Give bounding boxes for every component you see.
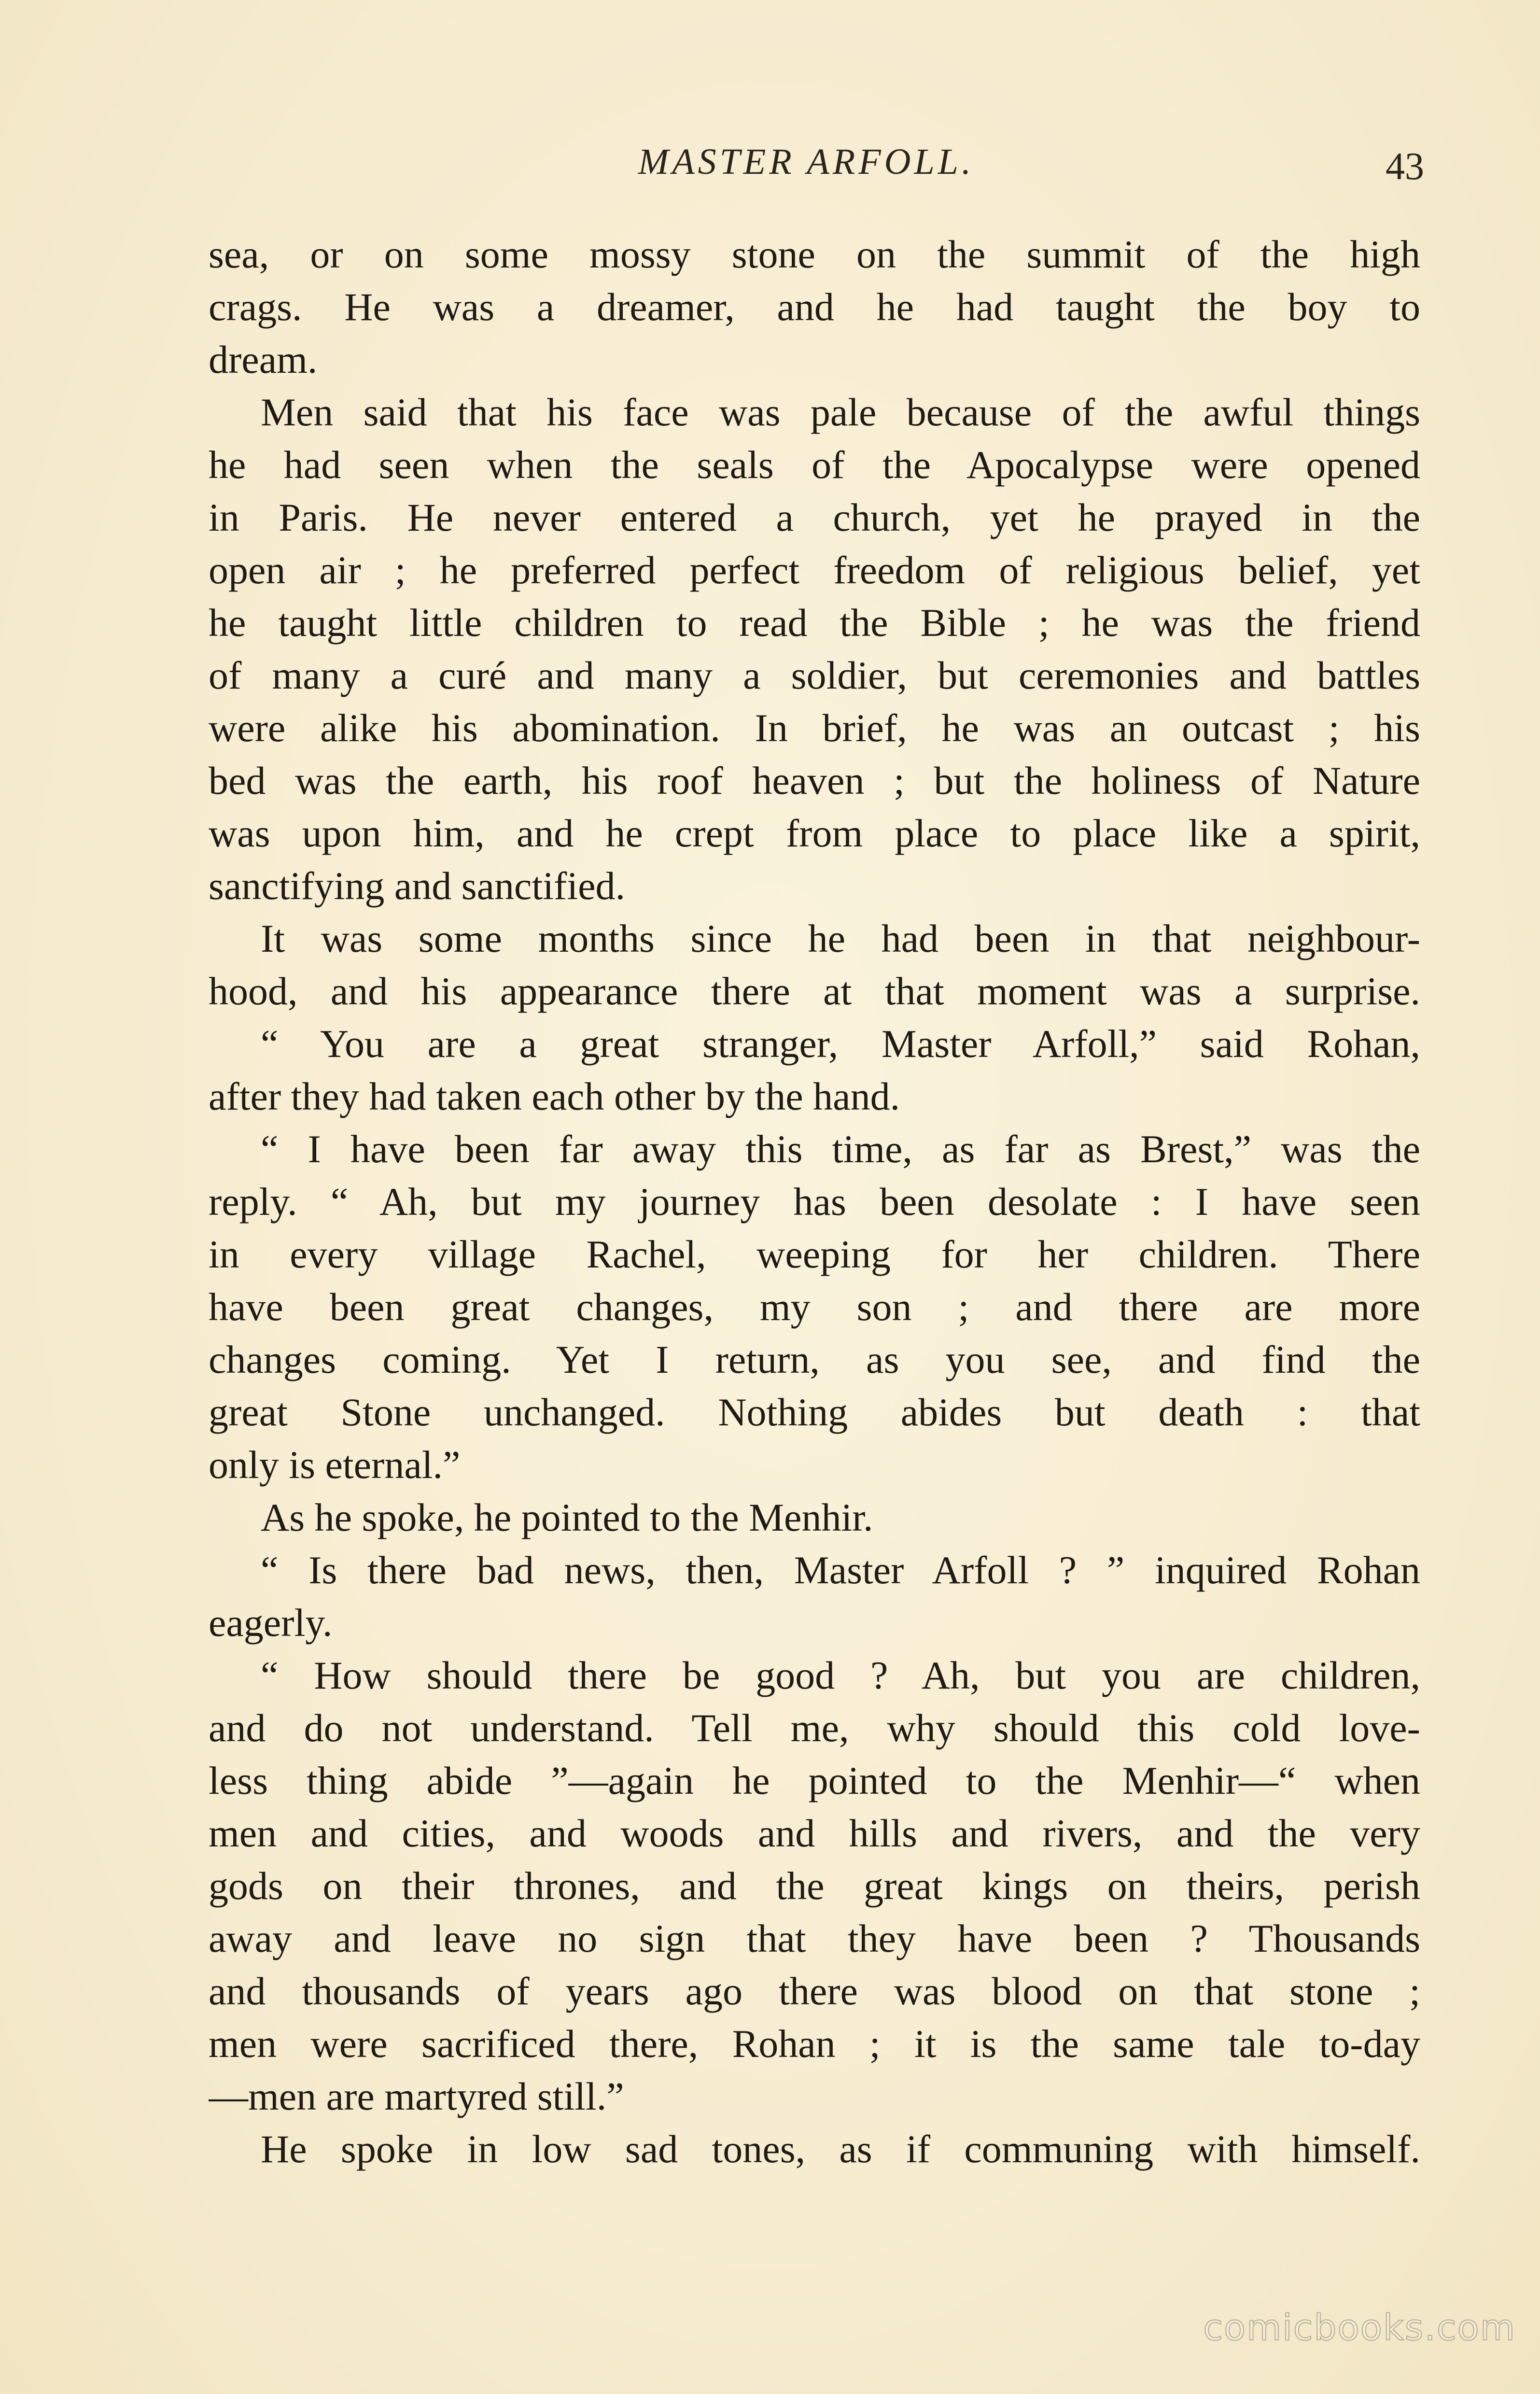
- text-line: in Paris. He never entered a church, yet he prayed in the: [209, 495, 1420, 539]
- text-line: crags. He was a dreamer, and he had taught the boy to: [209, 285, 1420, 329]
- text-line: men were sacrificed there, Rohan ; it is the same tale to-day: [209, 2022, 1420, 2066]
- text-line: away and leave no sign that they have been ? Thousands: [209, 1916, 1420, 1960]
- text-line: It was some months since he had been in that neighbour-: [261, 916, 1420, 960]
- text-line: in every village Rachel, weeping for her children. There: [209, 1232, 1420, 1276]
- text-line: “ I have been far away this time, as far as Brest,” was the: [261, 1127, 1420, 1171]
- text-line: bed was the earth, his roof heaven ; but the holiness of Nature: [209, 759, 1420, 803]
- text-line: men and cities, and woods and hills and rivers, and the very: [209, 1811, 1420, 1855]
- text-line: great Stone unchanged. Nothing abides but death : that: [209, 1390, 1420, 1434]
- text-line: of many a curé and many a soldier, but ceremonies and battles: [209, 653, 1420, 697]
- body-text: [209, 228, 1420, 2175]
- text-line: hood, and his appearance there at that moment was a surprise.: [209, 969, 1420, 1013]
- text-line: —men are martyred still.”: [209, 2074, 624, 2118]
- text-line: “ How should there be good ? Ah, but you are children,: [261, 1653, 1420, 1697]
- text-line: were alike his abomination. In brief, he was an outcast ; his: [209, 706, 1420, 750]
- text-line: he taught little children to read the Bible ; he was the friend: [209, 601, 1420, 645]
- watermark: comicbooks.com: [1203, 2307, 1516, 2349]
- page-number: 43: [1386, 145, 1424, 188]
- text-line: and thousands of years ago there was blood on that stone ;: [209, 1969, 1420, 2013]
- text-line: He spoke in low sad tones, as if communing with himself.: [261, 2127, 1420, 2171]
- text-line: Men said that his face was pale because of the awful things: [261, 390, 1420, 434]
- text-line: he had seen when the seals of the Apocalypse were opened: [209, 443, 1420, 487]
- text-line: changes coming. Yet I return, as you see, and find the: [209, 1338, 1420, 1381]
- text-line: As he spoke, he pointed to the Menhir.: [261, 1495, 873, 1539]
- text-line: and do not understand. Tell me, why should this cold love-: [209, 1706, 1420, 1750]
- text-line: reply. “ Ah, but my journey has been desolate : I have seen: [209, 1180, 1420, 1224]
- text-line: eagerly.: [209, 1601, 333, 1645]
- text-line: “ You are a great stranger, Master Arfoll,” said Rohan,: [261, 1022, 1420, 1066]
- text-line: less thing abide ”—again he pointed to the Menhir—“ when: [209, 1759, 1420, 1803]
- text-line: sanctifying and sanctified.: [209, 864, 626, 908]
- text-line: have been great changes, my son ; and there are more: [209, 1285, 1420, 1329]
- text-line: was upon him, and he crept from place to place like a spirit,: [209, 811, 1420, 855]
- text-line: “ Is there bad news, then, Master Arfoll ? ” inquired Rohan: [261, 1548, 1420, 1592]
- text-line: dream.: [209, 338, 318, 381]
- running-title: MASTER ARFOLL.: [638, 141, 975, 182]
- text-line: gods on their thrones, and the great kings on theirs, perish: [209, 1864, 1420, 1908]
- text-line: sea, or on some mossy stone on the summit of the high: [209, 232, 1420, 276]
- text-line: open air ; he preferred perfect freedom of religious belief, yet: [209, 548, 1420, 592]
- text-line: only is eternal.”: [209, 1443, 461, 1487]
- text-line: after they had taken each other by the hand.: [209, 1074, 900, 1118]
